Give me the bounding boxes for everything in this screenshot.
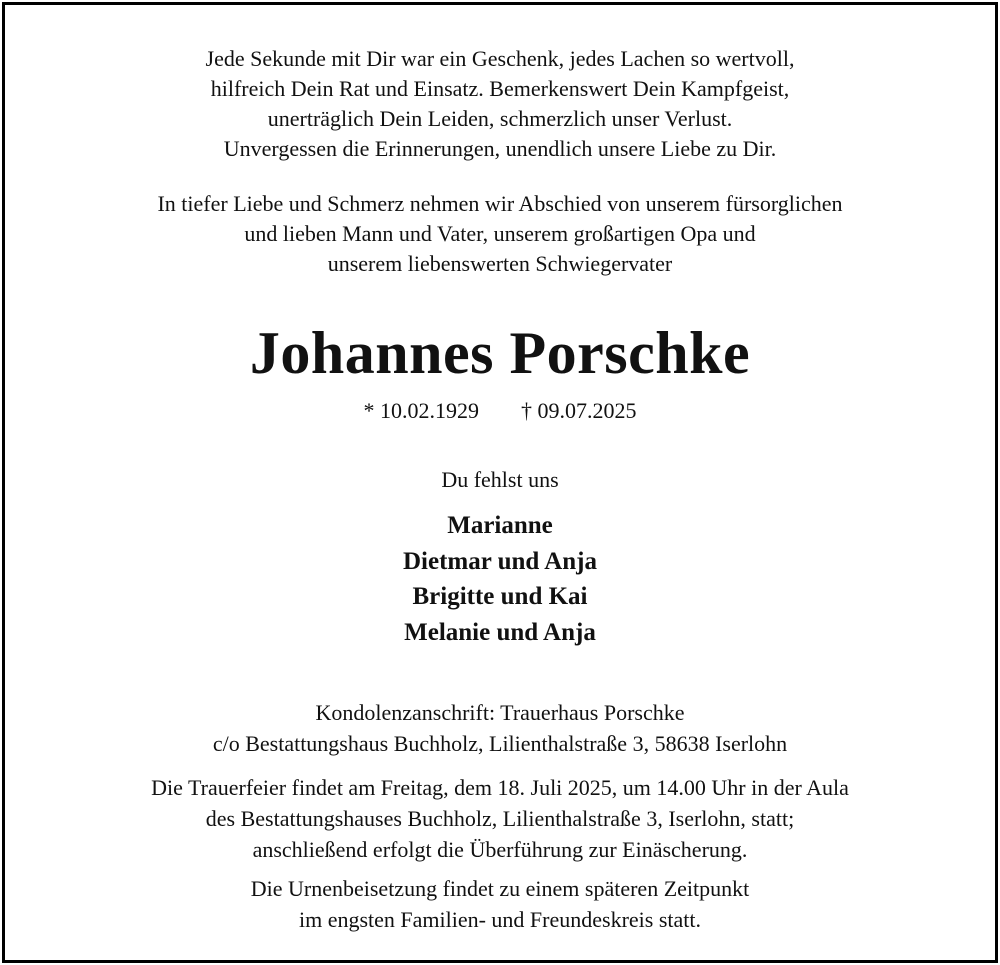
poem-line: unerträglich Dein Leiden, schmerzlich unser Verlust.	[267, 106, 733, 131]
ceremony-line: anschließend erfolgt die Überführung zur Einäscherung.	[252, 837, 748, 862]
intro-line: In tiefer Liebe und Schmerz nehmen wir Abschied von unserem fürsorglichen	[157, 191, 843, 216]
life-dates	[0, 396, 1000, 426]
death-date: † 09.07.2025	[521, 398, 637, 423]
condolence-address	[0, 697, 1000, 759]
mourner-name: Dietmar und Anja	[402, 547, 597, 575]
address-line: Kondolenzanschrift: Trauerhaus Porschke	[315, 700, 685, 725]
mourner-name: Melanie und Anja	[404, 618, 596, 646]
farewell-intro	[0, 189, 1000, 279]
mourners-list	[0, 508, 1000, 650]
birth-date: * 10.02.1929	[363, 398, 479, 423]
poem-line: Jede Sekunde mit Dir war ein Geschenk, jedes Lachen so wertvoll,	[205, 46, 795, 71]
poem-line: hilfreich Dein Rat und Einsatz. Bemerkenswert Dein Kampfgeist,	[210, 76, 790, 101]
deceased-name: Johannes Porschke	[249, 320, 751, 386]
address-line: c/o Bestattungshaus Buchholz, Lilienthalstraße 3, 58638 Iserlohn	[212, 731, 788, 756]
urn-burial-info	[0, 873, 1000, 935]
intro-line: unserem liebenswerten Schwiegervater	[327, 251, 673, 276]
poem-block	[0, 44, 1000, 164]
mourner-name: Marianne	[447, 512, 553, 539]
mourner-name: Brigitte und Kai	[412, 583, 588, 610]
urn-line: im engsten Familien- und Freundeskreis statt.	[298, 907, 702, 932]
funeral-ceremony-info	[0, 772, 1000, 865]
intro-line: und lieben Mann und Vater, unserem großartigen Opa und	[244, 221, 756, 246]
poem-line: Unvergessen die Erinnerungen, unendlich unsere Liebe zu Dir.	[223, 136, 777, 161]
urn-line: Die Urnenbeisetzung findet zu einem späteren Zeitpunkt	[250, 876, 750, 901]
ceremony-line: Die Trauerfeier findet am Freitag, dem 18. Juli 2025, um 14.00 Uhr in der Aula	[151, 775, 849, 800]
missed-text: Du fehlst uns	[441, 467, 559, 492]
ceremony-line: des Bestattungshauses Buchholz, Lilienthalstraße 3, Iserlohn, statt;	[205, 806, 795, 831]
